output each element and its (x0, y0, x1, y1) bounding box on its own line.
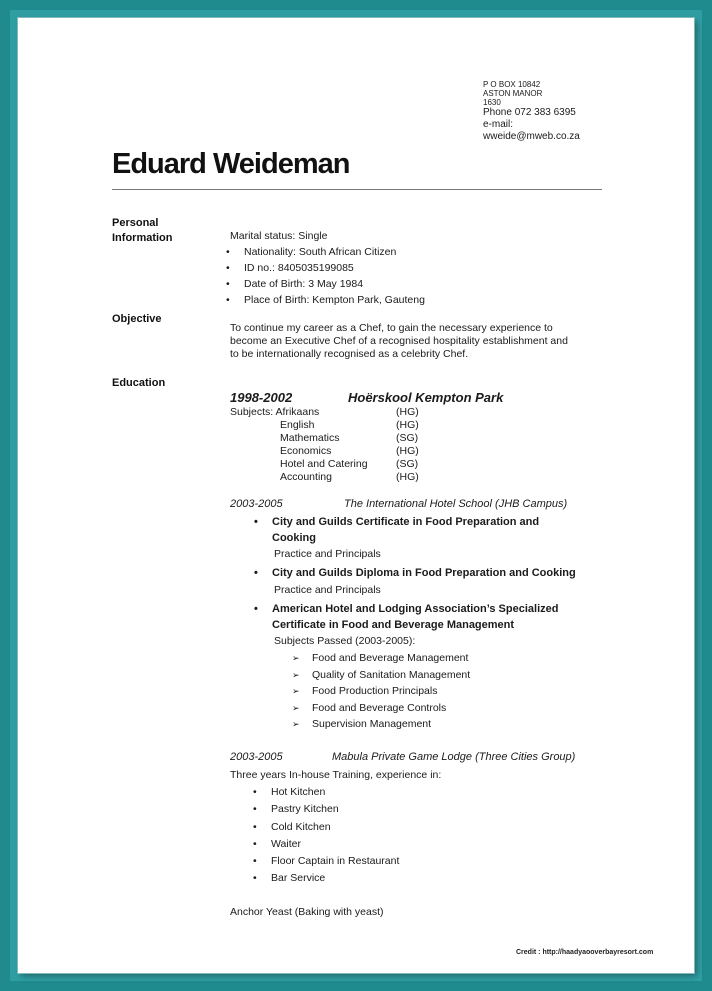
resume-page (18, 18, 694, 973)
list-item: • City and Guilds Certificate in Food Preparation and Cooking (272, 514, 632, 546)
lodge-experience-list (271, 784, 399, 888)
certificate-list (272, 514, 632, 546)
hotel-school-name: The International Hotel School (JHB Campus) (344, 498, 568, 510)
list-item: • City and Guilds Diploma in Food Preparation and Cooking (272, 565, 652, 581)
anchor-yeast: Anchor Yeast (Baking with yeast) (230, 906, 384, 918)
phone-number: Phone 072 383 6395 (483, 107, 576, 118)
subject-grades: (HG) (SG) (HG) (SG) (HG) (396, 419, 419, 483)
subjects-passed-list (312, 650, 470, 733)
list-item: • ID no.: 8405035199085 (244, 260, 425, 276)
list-item: ➢ Quality of Sanitation Management (312, 667, 470, 684)
list-item: • Bar Service (271, 870, 399, 887)
email-address: wweide@mweb.co.za (483, 131, 580, 142)
certificate-list (272, 565, 652, 581)
subjects-passed: Subjects Passed (2003-2005): (274, 635, 416, 647)
hotel-school-years: 2003-2005 (230, 498, 283, 510)
address-code: 1630 (483, 98, 501, 107)
cert2-sub: Practice and Principals (274, 584, 381, 596)
address-area: ASTON MANOR (483, 89, 543, 98)
list-item: ➢ Food and Beverage Controls (312, 700, 470, 717)
address-pobox: P O BOX 10842 (483, 80, 541, 89)
list-item: ➢ Food and Beverage Management (312, 650, 470, 667)
school-years: 1998-2002 (230, 390, 293, 405)
lodge-intro: Three years In-house Training, experience in: (230, 769, 442, 781)
subjects-label: Subjects: Afrikaans (230, 406, 320, 418)
email-label: e-mail: (483, 119, 514, 130)
list-item: • Nationality: South African Citizen (244, 244, 425, 260)
objective-text: To continue my career as a Chef, to gain the necessary experience to become an Executive Chef of a recognised hospitality establishment and to be internationally recognised as a celebrity Chef. (230, 322, 568, 360)
section-label-education: Education (112, 377, 166, 389)
list-item: • Pastry Kitchen (271, 801, 399, 818)
lodge-name: Mabula Private Game Lodge (Three Cities Group) (332, 751, 576, 763)
list-item: ➢ Supervision Management (312, 716, 470, 733)
list-item: • Cold Kitchen (271, 819, 399, 836)
subject-grade: (HG) (396, 406, 419, 418)
list-item: • Floor Captain in Restaurant (271, 853, 399, 870)
list-item: • Hot Kitchen (271, 784, 399, 801)
address-block (483, 80, 542, 107)
person-name: Eduard Weideman (112, 148, 350, 180)
certificate-list (272, 601, 632, 633)
marital-status: Marital status: Single (230, 230, 328, 242)
section-label-personal: Personal Information (112, 217, 173, 244)
list-item: • Place of Birth: Kempton Park, Gauteng (244, 292, 425, 308)
subjects-list: English Mathematics Economics Hotel and Catering Accounting (280, 419, 368, 483)
cert1-sub: Practice and Principals (274, 548, 381, 560)
title-rule (112, 189, 602, 190)
credit-text: Credit : http://haadyaooverbayresort.com (516, 949, 654, 956)
list-item: ➢ Food Production Principals (312, 683, 470, 700)
school-name: Hoërskool Kempton Park (348, 390, 504, 405)
personal-list (244, 244, 425, 308)
section-label-objective: Objective (112, 313, 162, 325)
lodge-years: 2003-2005 (230, 751, 283, 763)
list-item: • Waiter (271, 836, 399, 853)
list-item: • American Hotel and Lodging Association’s Specialized Certificate in Food and Beverage Management (272, 601, 632, 633)
contact-block (483, 107, 580, 143)
list-item: • Date of Birth: 3 May 1984 (244, 276, 425, 292)
